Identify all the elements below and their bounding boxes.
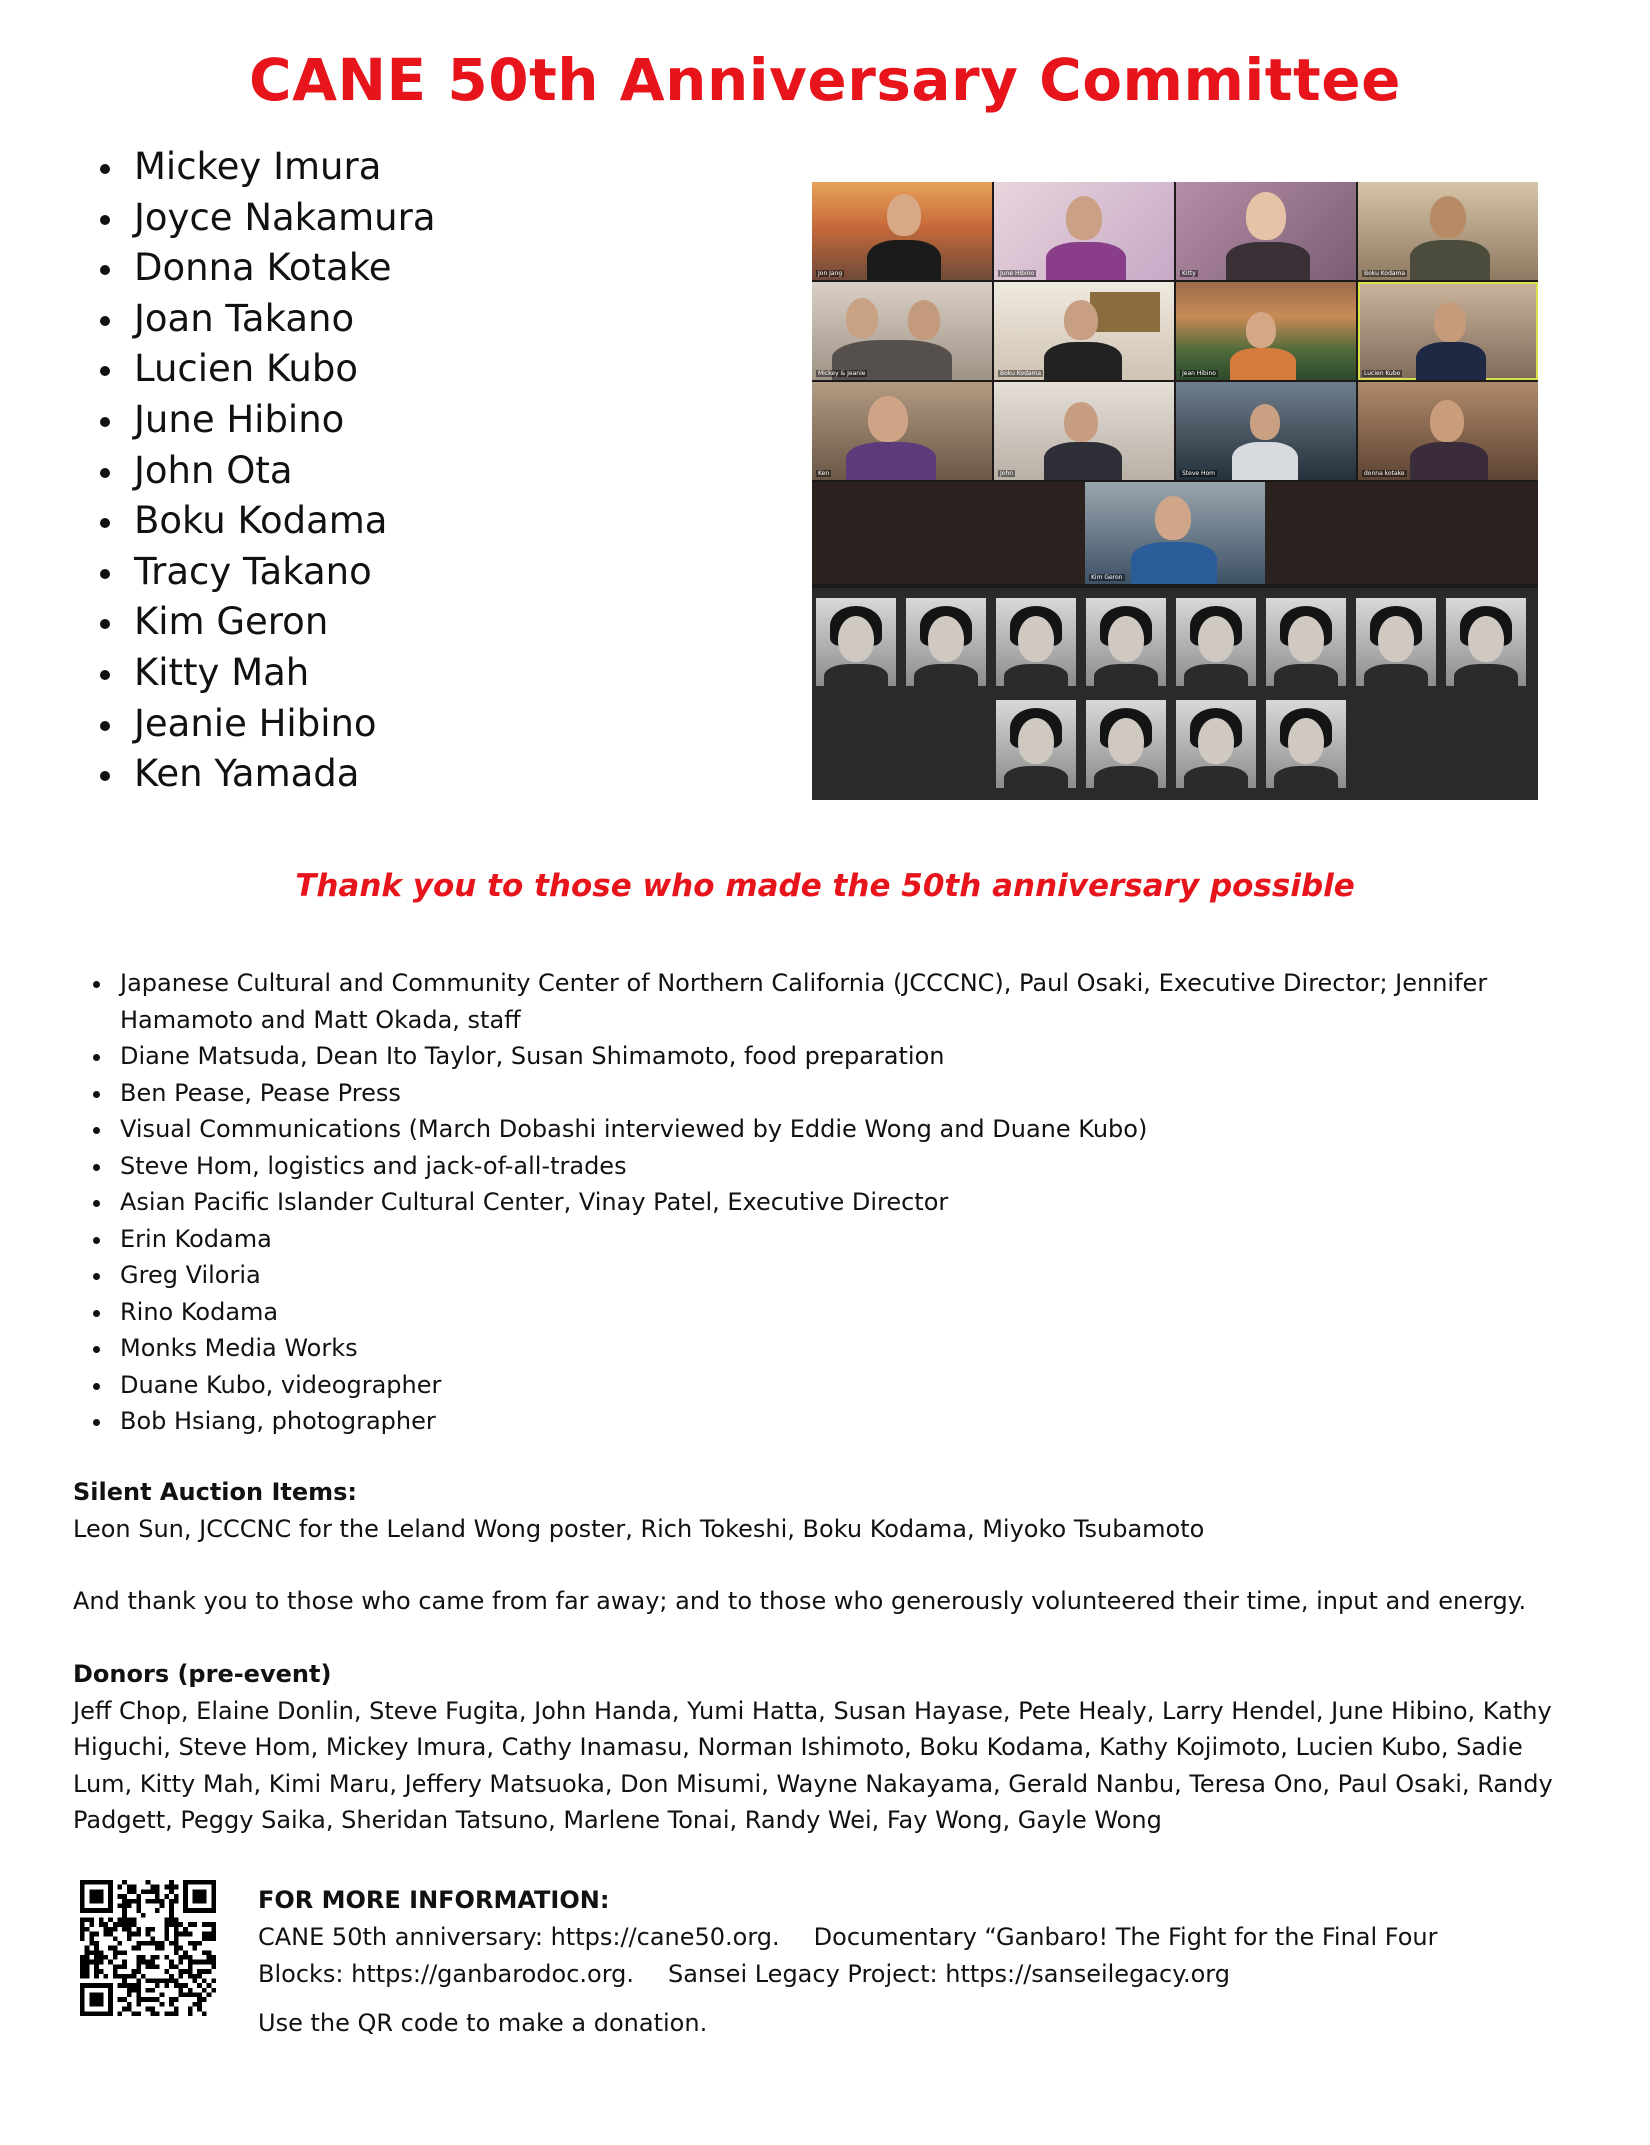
credit-item: Bob Hsiang, photographer: [92, 1403, 1572, 1440]
credit-item: Greg Viloria: [92, 1257, 1572, 1294]
credit-item: Erin Kodama: [92, 1221, 1572, 1258]
tile-name: donna kotake: [1364, 470, 1405, 477]
committee-member: Ken Yamada: [96, 749, 436, 800]
tile-name: Ken: [818, 470, 830, 477]
donors-list: Jeff Chop, Elaine Donlin, Steve Fugita, John Handa, Yumi Hatta, Susan Hayase, Pete Healy, Larry Hendel, June Hibino, Kathy Higuchi, Steve Hom, Mickey Imura, Cathy Inamasu, Norman Ishimoto, Boku Kodama, Kathy Kojimoto, Lucien Kubo, Sadie Lum, Kitty Mah, Kimi Maru, Jeffery Matsuoka, Don Misumi, Wayne Nakayama, Gerald Nanbu, Teresa Ono, Paul Osaki, Randy Padgett, Peggy Saika, Sheridan Tatsuno, Marlene Tonai, Randy Wei, Fay Wong, Gayle Wong: [73, 1696, 1553, 1834]
video-tile: [1176, 282, 1356, 380]
credit-item: Visual Communications (March Dobashi interviewed by Eddie Wong and Duane Kubo): [92, 1111, 1572, 1148]
tile-name: Jon Jang: [818, 270, 843, 277]
closing-thanks: And thank you to those who came from far away; and to those who generously volunteered their time, input and energy.: [73, 1587, 1527, 1615]
video-tile: [994, 282, 1174, 380]
silent-auction-heading: Silent Auction Items:: [73, 1478, 358, 1506]
committee-member: Tracy Takano: [96, 547, 436, 598]
donors-heading: Donors (pre-event): [73, 1660, 332, 1688]
tile-name: Kitty: [1182, 270, 1196, 277]
video-tile: [1358, 282, 1538, 380]
donors-section: [73, 1656, 1573, 1839]
video-tile: [1176, 182, 1356, 280]
committee-member: Lucien Kubo: [96, 344, 436, 395]
documentary-text: Documentary “Ganbaro! The Fight for the Final Four: [813, 1923, 1438, 1951]
donation-qr-code[interactable]: [80, 1880, 216, 2016]
committee-member: Joyce Nakamura: [96, 193, 436, 244]
committee-member: Donna Kotake: [96, 243, 436, 294]
committee-member: Kitty Mah: [96, 648, 436, 699]
credit-item: Asian Pacific Islander Cultural Center, Vinay Patel, Executive Director: [92, 1184, 1572, 1221]
credit-item: Ben Pease, Pease Press: [92, 1075, 1572, 1112]
credit-item: Diane Matsuda, Dean Ito Taylor, Susan Shimamoto, food preparation: [92, 1038, 1572, 1075]
video-tile: [1358, 182, 1538, 280]
ganbaro-link[interactable]: Blocks: https://ganbarodoc.org.: [258, 1960, 635, 1988]
qr-note: Use the QR code to make a donation.: [258, 2009, 708, 2037]
committee-member: Joan Takano: [96, 294, 436, 345]
page-title: CANE 50th Anniversary Committee: [249, 46, 1401, 114]
tile-name: Mickey & Jeanie: [818, 370, 866, 377]
cane50-link[interactable]: CANE 50th anniversary: https://cane50.org.: [258, 1923, 780, 1951]
tile-name: Lucien Kubo: [1364, 370, 1401, 377]
credit-item: Steve Hom, logistics and jack-of-all-trades: [92, 1148, 1572, 1185]
zoom-collage-photo: [812, 182, 1538, 800]
credit-item: Duane Kubo, videographer: [92, 1367, 1572, 1404]
thanks-heading: Thank you to those who made the 50th anniversary possible: [295, 868, 1355, 904]
tile-name: Boku Kodama: [1364, 270, 1406, 277]
tile-name: Steve Hom: [1182, 470, 1216, 477]
archival-photo-row: [812, 588, 1538, 800]
committee-list: [96, 142, 436, 800]
credits-list: [92, 965, 1572, 1440]
credit-item: Japanese Cultural and Community Center of Northern California (JCCCNC), Paul Osaki, Executive Director; Jennifer Hamamoto and Matt Okada, staff: [92, 965, 1572, 1038]
tile-name: Jean Hibino: [1182, 370, 1216, 377]
sansei-legacy-link[interactable]: Sansei Legacy Project: https://sanseilegacy.org: [668, 1960, 1230, 1988]
committee-member: Mickey Imura: [96, 142, 436, 193]
video-tile: [812, 482, 1538, 584]
credit-item: Monks Media Works: [92, 1330, 1572, 1367]
tile-name: Kim Geron: [1091, 574, 1123, 581]
video-tile: [994, 382, 1174, 480]
silent-auction-items: Leon Sun, JCCCNC for the Leland Wong poster, Rich Tokeshi, Boku Kodama, Miyoko Tsubamoto: [73, 1514, 1205, 1543]
video-tile: [1176, 382, 1356, 480]
committee-member: Boku Kodama: [96, 496, 436, 547]
video-tile: [812, 282, 992, 380]
more-info-heading: FOR MORE INFORMATION:: [258, 1886, 610, 1914]
credit-item: Rino Kodama: [92, 1294, 1572, 1331]
tile-name: Boku Kodama: [1000, 370, 1042, 377]
committee-member: Kim Geron: [96, 597, 436, 648]
video-tile: [812, 382, 992, 480]
silent-auction-section: [73, 1474, 1573, 1547]
video-tile: [994, 182, 1174, 280]
tile-name: John: [1000, 470, 1014, 477]
committee-member: John Ota: [96, 446, 436, 497]
committee-member: June Hibino: [96, 395, 436, 446]
video-tile: [1358, 382, 1538, 480]
video-tile: [812, 182, 992, 280]
committee-member: Jeanie Hibino: [96, 699, 436, 750]
more-info-section: [258, 1882, 1558, 2042]
tile-name: June Hibino: [1000, 270, 1035, 277]
